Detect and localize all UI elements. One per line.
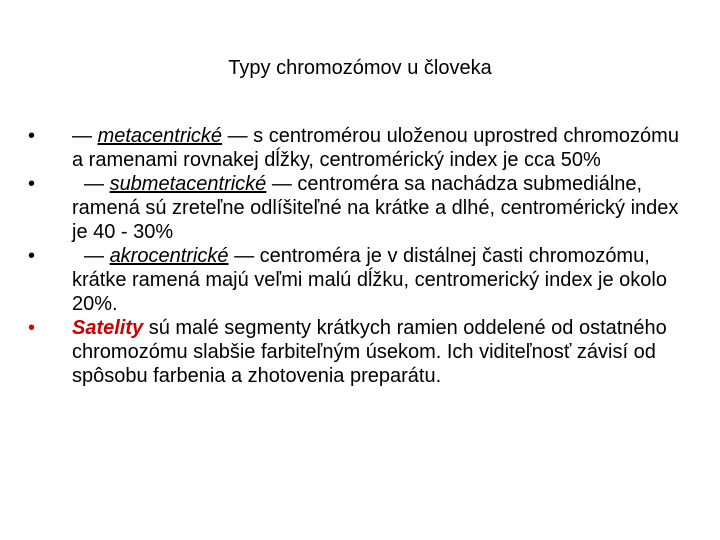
- item-text: — s centromérou uloženou uprostred chromozómu a ramenami rovnakej dĺžky, centromérický index je cca 50%: [72, 125, 679, 171]
- dash: —: [84, 245, 104, 267]
- bullet-icon: •: [28, 245, 36, 267]
- item-text: — centroméra sa nachádza submediálne, ramená sú zreteľne odlíšiteľné na krátke a dlhé, centromérický index je 40 - 30%: [72, 173, 679, 243]
- term-metacentric: metacentrické: [97, 125, 223, 147]
- bullet-icon: •: [28, 317, 36, 339]
- item-text: sú malé segmenty krátkych ramien oddelené od ostatného chromozómu slabšie farbiteľným úsekom. Ich viditeľnosť závisí od spôsobu farbenia a zhotovenia preparátu.: [72, 317, 667, 387]
- bullet-icon: •: [28, 173, 36, 195]
- list-item-submetacentric: [28, 172, 688, 244]
- bullet-list: [28, 124, 688, 388]
- term-submetacentric: submetacentrické: [109, 173, 267, 195]
- term-acrocentric: akrocentrické: [109, 245, 229, 267]
- list-item-acrocentric: [28, 244, 688, 316]
- dash: —: [72, 125, 92, 147]
- list-item-metacentric: [28, 124, 688, 172]
- bullet-icon: •: [28, 125, 36, 147]
- dash: —: [84, 173, 104, 195]
- item-text: — centroméra je v distálnej časti chromozómu, krátke ramená majú veľmi malú dĺžku, centromerický index je okolo 20%.: [72, 245, 667, 315]
- term-satellites: Satelity: [72, 317, 144, 339]
- slide-title: Typy chromozómov u človeka: [228, 57, 492, 79]
- list-item-satellites: [28, 316, 688, 388]
